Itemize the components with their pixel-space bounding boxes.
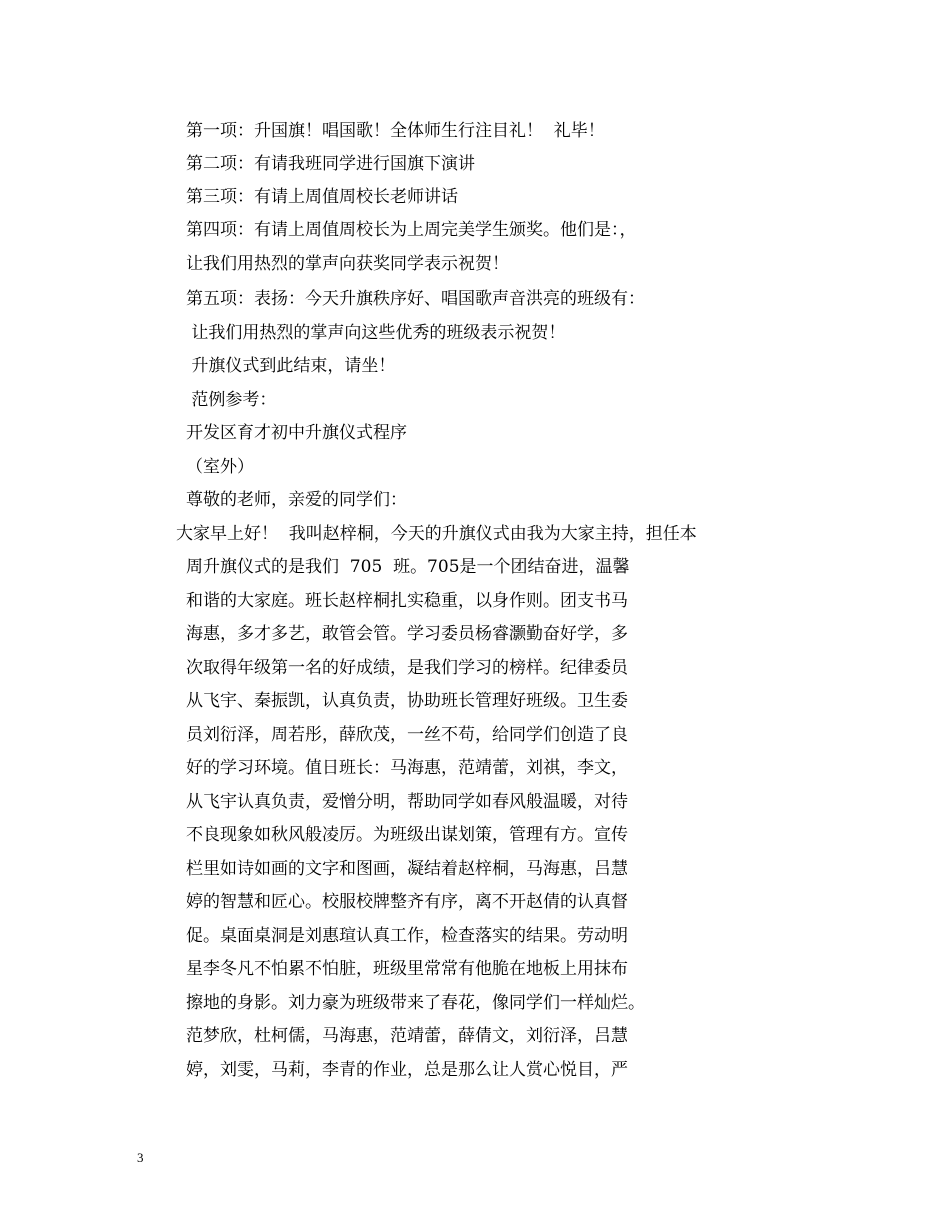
text-line: 升旗仪式到此结束，请坐！ [186,356,396,376]
text-line: 从飞宇、秦振凯，认真负责，协助班长管理好班级。卫生委 [186,691,628,711]
text-line: 周升旗仪式的是我们 705 班。705是一个团结奋进，温馨 [186,557,630,577]
text-line: 擦地的身影。刘力豪为班级带来了春花，像同学们一样灿烂。 [186,993,645,1013]
text-line: 栏里如诗如画的文字和图画，凝结着赵梓桐，马海惠，吕慧 [186,859,628,879]
text-line: 星李冬凡不怕累不怕脏，班级里常常有他脆在地板上用抹布 [186,959,628,979]
text-line: 范梦欣，杜柯儒，马海惠，范靖蕾，薛倩文，刘衍泽，吕慧 [186,1026,628,1046]
text-line: 婷，刘雯，马莉，李青的作业，总是那么让人赏心悦目，严 [186,1060,628,1080]
text-line: 范例参考： [186,390,277,410]
text-line: 第三项：有请上周值周校长老师讲话 [186,187,458,207]
page-number: 3 [137,1150,144,1165]
text-line: 第一项：升国旗！唱国歌！全体师生行注目礼！ 礼毕！ [186,121,605,141]
text-line: 海惠，多才多艺，敢管会管。学习委员杨睿灏勤奋好学，多 [186,624,628,644]
text-line: 大家早上好！ 我叫赵梓桐，今天的升旗仪式由我为大家主持，担任本 [176,524,697,544]
text-line: 和谐的大家庭。班长赵梓桐扎实稳重，以身作则。团支书马 [186,591,628,611]
text-line: 让我们用热烈的掌声向这些优秀的班级表示祝贺！ [186,323,566,343]
text-line: 从飞宇认真负责，爱憎分明，帮助同学如春风般温暖，对待 [186,792,628,812]
text-line: 尊敬的老师，亲爱的同学们： [186,490,407,510]
text-line: 促。桌面桌洞是刘惠瑄认真工作，检查落实的结果。劳动明 [186,926,628,946]
text-line: 员刘衍泽，周若彤，薛欣茂，一丝不苟，给同学们创造了良 [186,725,628,745]
text-line: 开发区育才初中升旗仪式程序 [186,423,407,443]
text-line: 第二项：有请我班同学进行国旗下演讲 [186,154,475,174]
text-line: 让我们用热烈的掌声向获奖同学表示祝贺！ [186,254,509,274]
text-line: 第四项：有请上周值周校长为上周完美学生颁奖。他们是：， [186,220,637,240]
text-line: （室外） [186,457,254,477]
text-line: 不良现象如秋风般凌厉。为班级出谋划策，管理有方。宣传 [186,825,628,845]
text-line: 好的学习环境。值日班长：马海惠，范靖蕾，刘祺，李文， [186,758,628,778]
text-line: 次取得年级第一名的好成绩，是我们学习的榜样。纪律委员 [186,658,628,678]
text-line: 婷的智慧和匠心。校服校牌整齐有序，离不开赵倩的认真督 [186,892,628,912]
text-line: 第五项：表扬：今天升旗秩序好、唱国歌声音洪亮的班级有： [186,289,645,309]
